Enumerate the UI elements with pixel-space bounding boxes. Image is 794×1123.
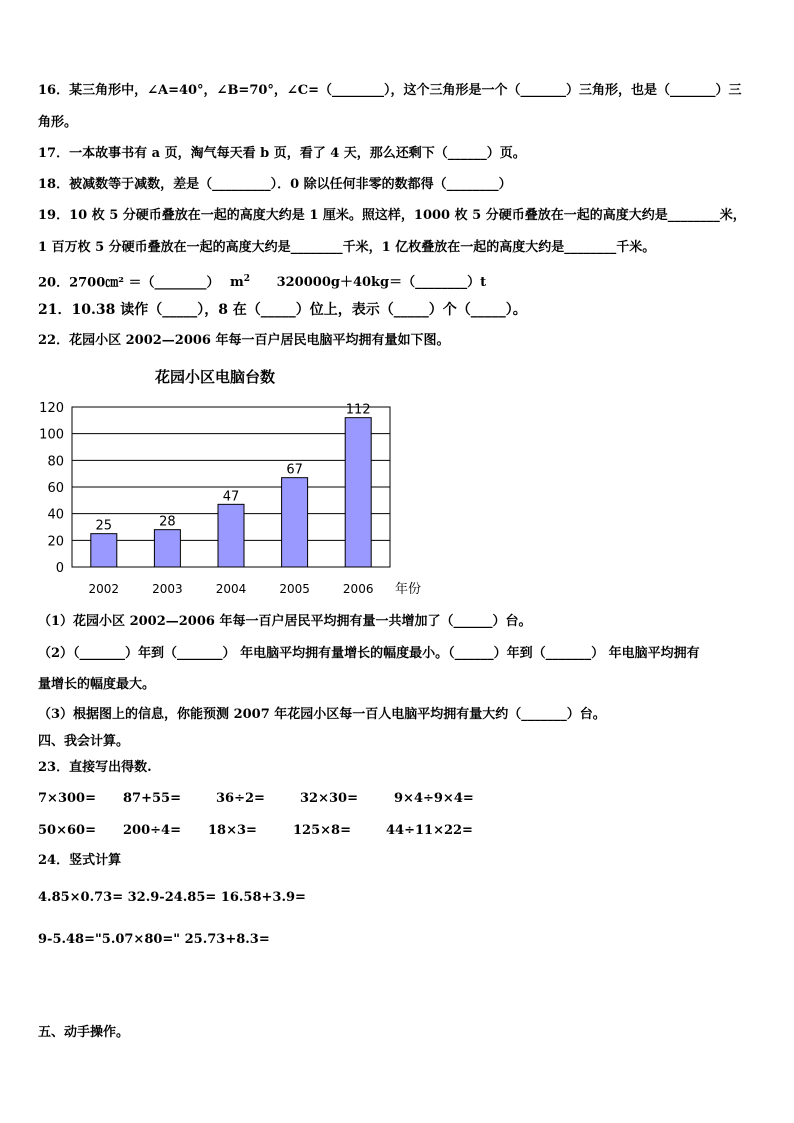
bar	[282, 478, 308, 567]
x-tick-label: 2003	[152, 582, 183, 596]
bar-value-label: 25	[95, 518, 113, 534]
q23-row1-item1: 7×300=	[38, 791, 96, 806]
question-16-line1: 16．某三角形中，∠A=40°，∠B=70°，∠C=（________），这个三角形是一个（_______）三角形，也是（_______）三	[38, 83, 742, 98]
question-19-line1: 19．10 枚 5 分硬币叠放在一起的高度大约是 1 厘米。照这样，1000 枚 5 分硬币叠放在一起的高度大约是________米，	[38, 208, 746, 223]
question-22-2-line2: 量增长的幅度最大。	[38, 677, 156, 692]
question-20-part2: 320000g＋40kg＝（________）t	[276, 275, 487, 291]
q23-row2-item2: 200÷4=	[123, 823, 181, 838]
bar-value-label: 67	[286, 462, 303, 478]
bar	[218, 504, 244, 567]
section-5-heading: 五、动手操作。	[38, 1025, 130, 1040]
question-22-3: （3）根据图上的信息，你能预测 2007 年花园小区每一百人电脑平均拥有量大约（_______）台。	[38, 707, 606, 722]
question-19-line2: 1 百万枚 5 分硬币叠放在一起的高度大约是________千米，1 亿枚叠放在一起的高度大约是________千米。	[38, 240, 656, 255]
x-tick-label: 2006	[342, 582, 374, 596]
y-tick-label: 80	[47, 454, 64, 470]
y-tick-label: 20	[47, 534, 64, 550]
y-tick-label: 40	[47, 507, 64, 523]
y-tick-label: 60	[47, 481, 64, 496]
bar	[345, 418, 371, 567]
bar	[154, 530, 180, 567]
question-21: 21．10.38 读作（_____），8 在（_____）位上，表示（_____）个（_____）。	[38, 302, 527, 318]
x-tick-label: 2005	[279, 582, 310, 596]
chart-title: 花园小区电脑台数	[154, 368, 276, 386]
q23-row1-item5: 9×4÷9×4=	[394, 791, 474, 806]
y-tick-label: 0	[55, 561, 64, 576]
question-20-unit: m	[230, 275, 244, 291]
bar	[91, 534, 117, 567]
q23-row2-item4: 125×8=	[293, 823, 351, 838]
question-22: 22．花园小区 2002—2006 年每一百户居民电脑平均拥有量如下图。	[38, 333, 450, 348]
question-24-title: 24．竖式计算	[38, 853, 122, 868]
section-4-heading: 四、我会计算。	[38, 734, 130, 749]
y-tick-label: 100	[39, 427, 64, 443]
question-17: 17．一本故事书有 a 页，淘气每天看 b 页，看了 4 天，那么还剩下（______）页。	[38, 146, 526, 161]
q23-row2-item5: 44÷11×22=	[386, 823, 473, 838]
q23-row2-item1: 50×60=	[38, 823, 96, 838]
q23-row1-item3: 36÷2=	[216, 791, 265, 806]
question-24-line1: 4.85×0.73= 32.9-24.85= 16.58+3.9=	[38, 890, 306, 905]
x-tick-label: 2004	[215, 582, 247, 596]
bar-chart	[0, 355, 460, 603]
question-23-title: 23．直接写出得数.	[38, 760, 152, 775]
question-16-line2: 角形。	[38, 115, 78, 130]
y-tick-label: 120	[39, 401, 64, 416]
question-20-unit-exponent: 2	[243, 274, 251, 284]
question-18: 18．被减数等于减数，差是（_________）．0 除以任何非零的数都得（________）	[38, 177, 512, 192]
question-22-2-line1: （2）（_______）年到（_______） 年电脑平均拥有量增长的幅度最小。（______）年到（_______） 年电脑平均拥有	[38, 646, 700, 661]
bar-value-label: 28	[159, 514, 176, 530]
x-tick-label: 2002	[88, 582, 120, 596]
q23-row2-item3: 18×3=	[208, 823, 257, 838]
bar-value-label: 47	[222, 489, 240, 505]
bar-value-label: 112	[345, 402, 371, 418]
q23-row1-item4: 32×30=	[300, 791, 358, 806]
x-axis-label: 年份	[395, 582, 422, 597]
question-22-1: （1）花园小区 2002—2006 年每一百户居民平均拥有量一共增加了（______）台。	[38, 614, 532, 629]
q23-row1-item2: 87+55=	[123, 791, 181, 806]
question-20-part1: 20．2700㎝² ＝（________）	[38, 275, 220, 291]
question-20	[38, 271, 486, 291]
question-24-line2: 9-5.48="5.07×80=" 25.73+8.3=	[38, 932, 270, 947]
